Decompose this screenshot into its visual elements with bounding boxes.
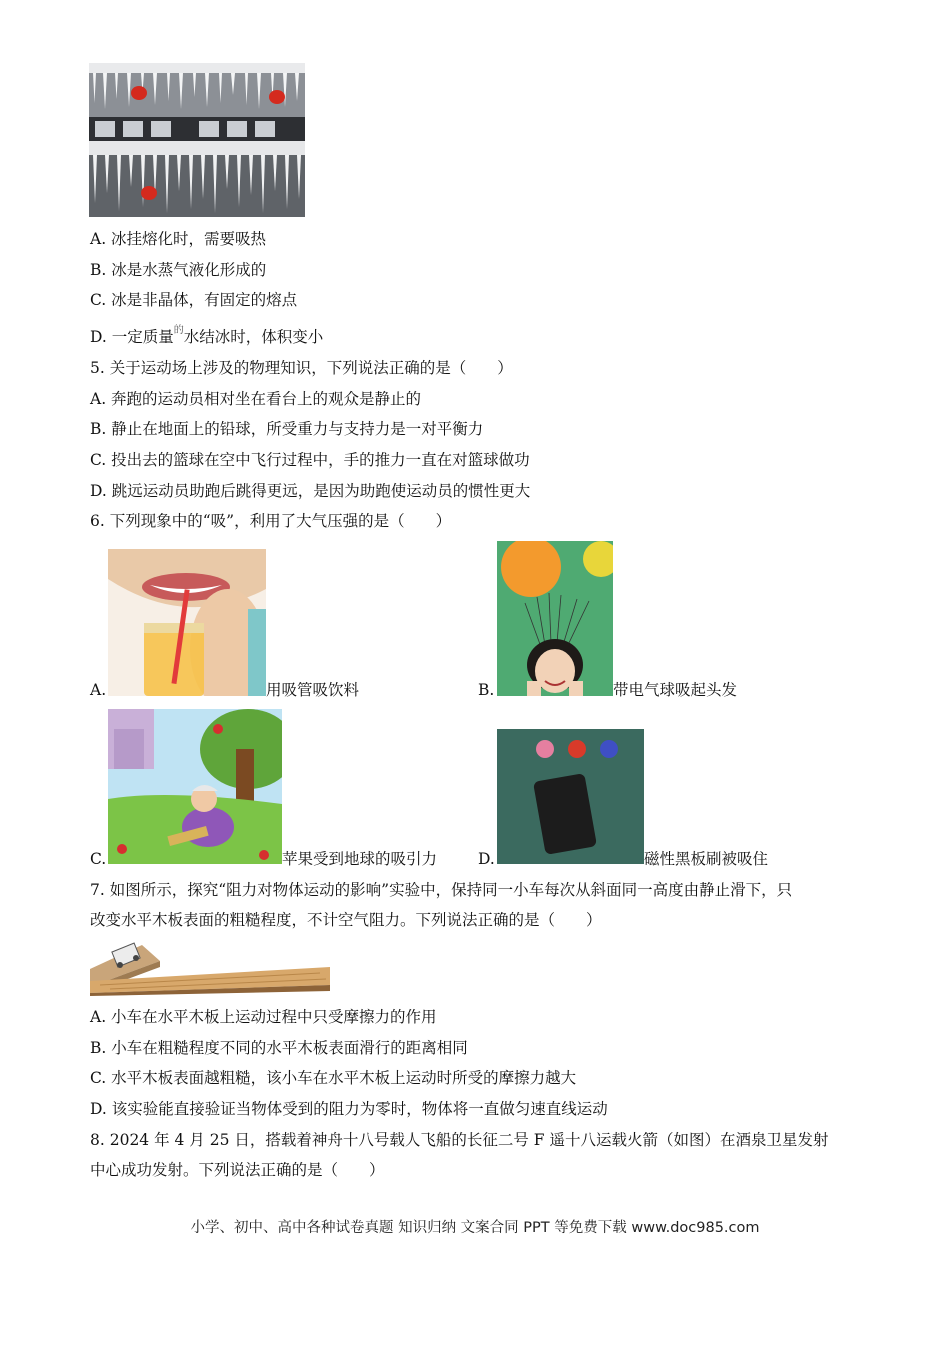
q5-stem: 5. 关于运动场上涉及的物理知识，下列说法正确的是（ ）: [90, 359, 513, 377]
q5-option-a: A. 奔跑的运动员相对坐在看台上的观众是静止的: [90, 390, 422, 408]
q6-option-a-letter: A.: [90, 681, 107, 699]
q5-option-c: C. 投出去的篮球在空中飞行过程中，手的推力一直在对篮球做功: [90, 451, 530, 469]
icicle-photo: [89, 63, 305, 217]
page-footer: 小学、初中、高中各种试卷真题 知识归纳 文案合同 PPT 等免费下载 www.doc985.com: [190, 1220, 760, 1236]
q6-option-b-caption: 带电气球吸起头发: [613, 681, 738, 699]
q5-option-d: D. 跳远运动员助跑后跳得更远，是因为助跑使运动员的惯性更大: [90, 482, 531, 500]
ramp-board-diagram: [90, 941, 332, 996]
q4-option-a: A. 冰挂熔化时，需要吸热: [90, 230, 267, 248]
q4-option-d-post: 水结冰时，体积变小: [183, 328, 324, 346]
q6-option-d-letter: D.: [478, 850, 495, 868]
q4-option-c: C. 冰是非晶体，有固定的熔点: [90, 291, 298, 309]
q4-option-b: B. 冰是水蒸气液化形成的: [90, 261, 267, 279]
magnetic-eraser-photo: [497, 729, 644, 864]
q6-option-b-letter: B.: [478, 681, 495, 699]
balloon-hair-photo: [497, 541, 613, 696]
q4-option-d-pre: D. 一定质量: [90, 328, 174, 346]
q7-stem-line1: 7. 如图所示，探究“阻力对物体运动的影响”实验中，保持同一小车每次从斜面同一高度由静止滑下，只: [90, 881, 793, 899]
q7-option-a: A. 小车在水平木板上运动过程中只受摩擦力的作用: [90, 1008, 437, 1026]
q6-stem: 6. 下列现象中的“吸”，利用了大气压强的是（ ）: [90, 512, 452, 530]
newton-apple-cartoon: [108, 709, 282, 864]
q6-option-c-caption: 苹果受到地球的吸引力: [282, 850, 438, 868]
q7-option-c: C. 水平木板表面越粗糙，该小车在水平木板上运动时所受的摩擦力越大: [90, 1069, 577, 1087]
q8-stem-line1: 8. 2024 年 4 月 25 日，搭载着神舟十八号载人飞船的长征二号 F 遥十八运载火箭（如图）在酒泉卫星发射: [90, 1131, 829, 1149]
q7-stem-line2: 改变水平木板表面的粗糙程度，不计空气阻力。下列说法正确的是（ ）: [90, 911, 602, 929]
q6-option-a-caption: 用吸管吸饮料: [266, 681, 360, 699]
q7-option-b: B. 小车在粗糙程度不同的水平木板表面滑行的距离相同: [90, 1039, 468, 1057]
q6-option-d-caption: 磁性黑板刷被吸住: [644, 850, 769, 868]
q7-option-d: D. 该实验能直接验证当物体受到的阻力为零时，物体将一直做匀速直线运动: [90, 1100, 608, 1118]
q8-stem-line2: 中心成功发射。下列说法正确的是（ ）: [90, 1161, 385, 1179]
q6-option-c-letter: C.: [90, 850, 107, 868]
straw-drink-photo: [108, 549, 266, 696]
q4-option-d: [90, 327, 323, 350]
q4-option-d-de: 的: [173, 325, 184, 336]
q5-option-b: B. 静止在地面上的铅球，所受重力与支持力是一对平衡力: [90, 420, 484, 438]
